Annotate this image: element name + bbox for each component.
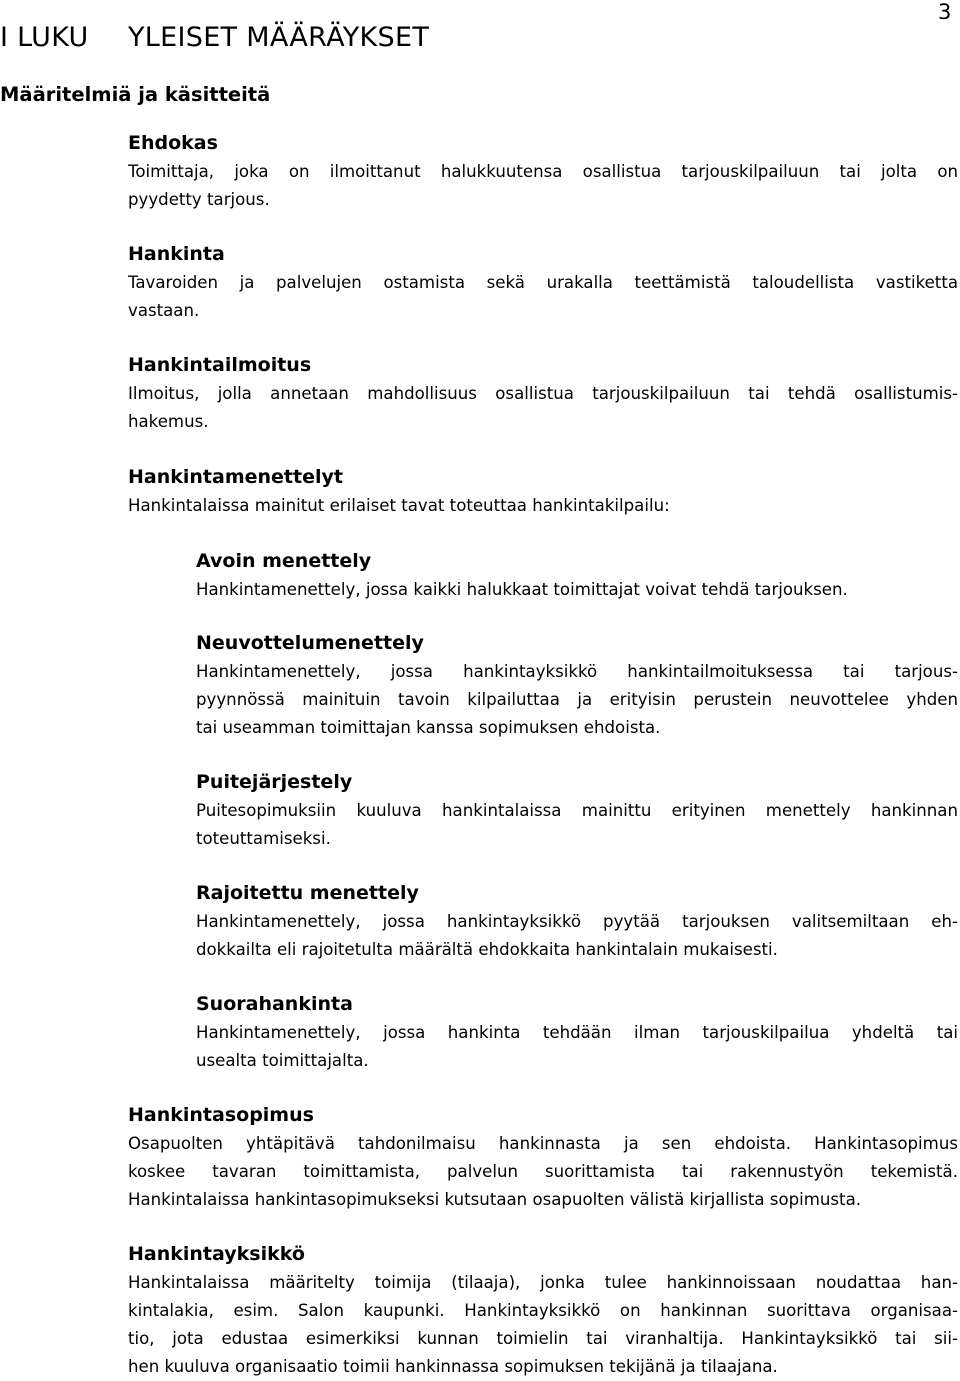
chapter-title: YLEISET MÄÄRÄYKSET [128, 22, 430, 53]
term-ehdokas: Ehdokas [128, 132, 218, 154]
definition-line: Tavaroiden ja palvelujen ostamista sekä urakalla teettämistä taloudellista vastiketta [128, 273, 958, 292]
definition-line: Hankintalaissa määritelty toimija (tilaaja), jonka tulee hankinnoissaan noudattaa han- [128, 1273, 958, 1292]
definition-line: Toimittaja, joka on ilmoittanut halukkuutensa osallistua tarjouskilpailuun tai jolta on [128, 162, 958, 181]
definition-hankintailmoitus [128, 380, 958, 436]
definition-line: tio, jota edustaa esimerkiksi kunnan toimielin tai viranhaltija. Hankintayksikkö tai sii- [128, 1329, 958, 1348]
definition-line: Osapuolten yhtäpitävä tahdonilmaisu hankinnasta ja sen ehdoista. Hankintasopimus [128, 1134, 958, 1153]
term-hankintamenettelyt: Hankintamenettelyt [128, 466, 343, 488]
definition-line: vastaan. [128, 301, 200, 320]
definition-line: pyydetty tarjous. [128, 190, 270, 209]
term-suorahankinta: Suorahankinta [196, 993, 353, 1015]
definition-line: tai useamman toimittajan kanssa sopimuksen ehdoista. [196, 718, 661, 737]
definition-line: Hankintalaissa hankintasopimukseksi kutsutaan osapuolten välistä kirjallista sopimusta. [128, 1190, 862, 1209]
page-number: 3 [938, 0, 952, 24]
definition-hankintasopimus [128, 1130, 958, 1214]
definition-line: dokkailta eli rajoitetulta määrältä ehdokkaita hankintalain mukaisesti. [196, 940, 778, 959]
term-hankintasopimus: Hankintasopimus [128, 1104, 314, 1126]
definition-line: Ilmoitus, jolla annetaan mahdollisuus osallistua tarjouskilpailuun tai tehdä osallistumis- [128, 384, 958, 403]
definition-line: kintalakia, esim. Salon kaupunki. Hankintayksikkö on hankinnan suorittava organisaa- [128, 1301, 958, 1320]
definition-line: toteuttamiseksi. [196, 829, 331, 848]
definition-avoin-menettely: Hankintamenettely, jossa kaikki halukkaat toimittajat voivat tehdä tarjouksen. [196, 580, 848, 599]
definition-line: Hankintamenettely, jossa hankintayksikkö pyytää tarjouksen valitsemiltaan eh- [196, 912, 958, 931]
definition-line: Puitesopimuksiin kuuluva hankintalaissa mainittu erityinen menettely hankinnan [196, 801, 958, 820]
definition-line: pyynnössä mainituin tavoin kilpailuttaa ja erityisin perustein neuvottelee yhden [196, 690, 958, 709]
definition-hankinta [128, 269, 958, 325]
definition-line: hakemus. [128, 412, 209, 431]
section-title: Määritelmiä ja käsitteitä [0, 83, 271, 106]
term-hankintailmoitus: Hankintailmoitus [128, 354, 312, 376]
definition-hankintayksikko [128, 1269, 958, 1381]
term-puitejarjestely: Puitejärjestely [196, 771, 353, 793]
definition-rajoitettu-menettely [196, 908, 958, 964]
definition-line: Hankintamenettely, jossa hankintayksikkö hankintailmoituksessa tai tarjous- [196, 662, 958, 681]
chapter-number: I LUKU [0, 22, 89, 53]
term-neuvottelumenettely: Neuvottelumenettely [196, 632, 424, 654]
term-hankintayksikko: Hankintayksikkö [128, 1243, 305, 1265]
definition-line: usealta toimittajalta. [196, 1051, 369, 1070]
definition-ehdokas [128, 158, 958, 214]
definition-puitejarjestely [196, 797, 958, 853]
chapter-heading [0, 22, 429, 53]
definition-suorahankinta [196, 1019, 958, 1075]
term-rajoitettu-menettely: Rajoitettu menettely [196, 882, 419, 904]
term-avoin-menettely: Avoin menettely [196, 550, 372, 572]
definition-hankintamenettelyt: Hankintalaissa mainitut erilaiset tavat toteuttaa hankintakilpailu: [128, 496, 670, 515]
term-hankinta: Hankinta [128, 243, 225, 265]
definition-line: koskee tavaran toimittamista, palvelun suorittamista tai rakennustyön tekemistä. [128, 1162, 958, 1181]
definition-line: hen kuuluva organisaatio toimii hankinnassa sopimuksen tekijänä ja tilaajana. [128, 1357, 778, 1376]
definition-line: Hankintamenettely, jossa hankinta tehdään ilman tarjouskilpailua yhdeltä tai [196, 1023, 958, 1042]
definition-neuvottelumenettely [196, 658, 958, 742]
